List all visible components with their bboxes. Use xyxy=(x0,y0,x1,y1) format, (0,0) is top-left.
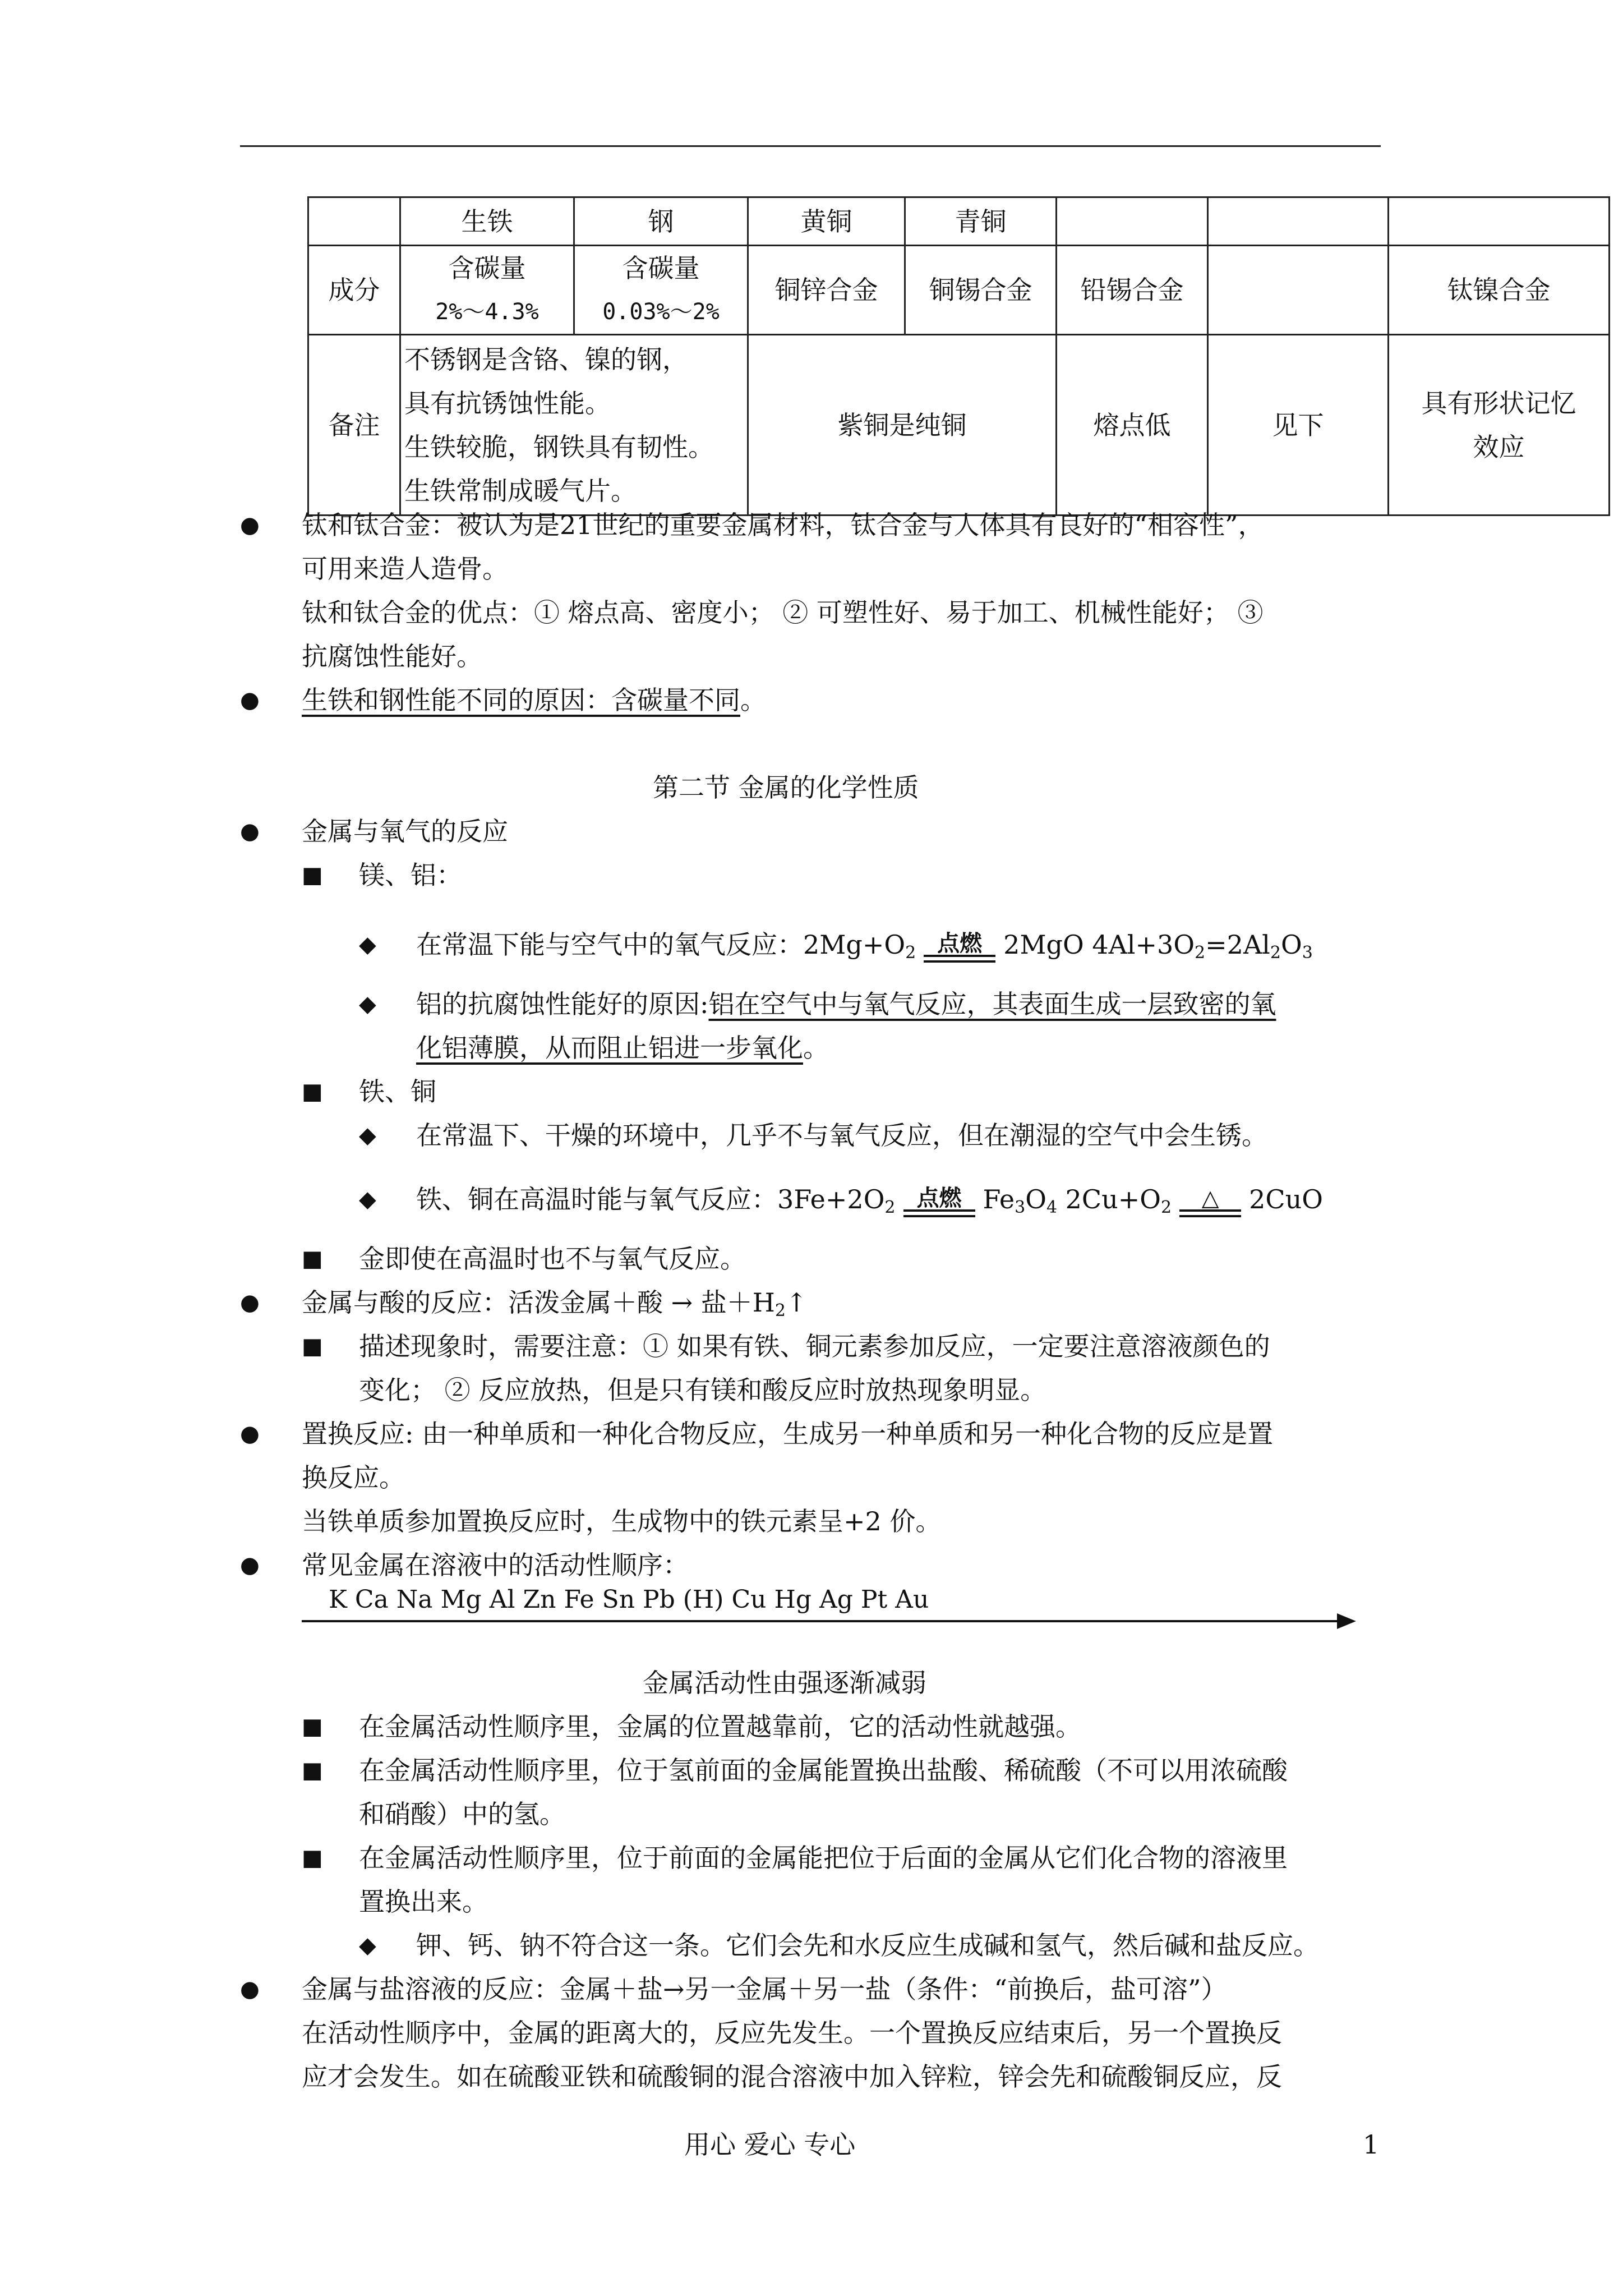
equation-text: 2MgO 4Al+3O xyxy=(1003,930,1195,960)
table-cell xyxy=(574,246,748,335)
punctuation: 。 xyxy=(740,685,766,715)
table-header-row xyxy=(308,197,1610,246)
cell-line: 含碳量 xyxy=(448,253,526,283)
equation-line xyxy=(416,923,1313,975)
table-cell: 钛镍合金 xyxy=(1389,246,1610,335)
bullet-diamond-icon: ◆ xyxy=(359,991,376,1017)
table-cell xyxy=(1389,335,1610,516)
cell-line: 含碳量 xyxy=(622,253,700,283)
arrow-right-icon xyxy=(1337,1613,1356,1629)
cell-line: 2%～4.3% xyxy=(435,299,539,325)
paragraph-line: 金属与氧气的反应 xyxy=(302,816,508,846)
subscript: 3 xyxy=(1302,943,1313,963)
page-number: 1 xyxy=(1363,2129,1380,2160)
table-cell xyxy=(400,246,574,335)
paragraph-line: 在金属活动性顺序里，金属的位置越靠前，它的活动性就越强。 xyxy=(359,1711,1081,1742)
bullet-square-icon: ■ xyxy=(302,1714,323,1740)
row-label: 成分 xyxy=(308,246,400,335)
cell-line: 具有形状记忆 xyxy=(1421,388,1576,418)
paragraph-line: 置换出来。 xyxy=(359,1887,488,1917)
table-cell xyxy=(308,197,400,246)
bullet-square-icon: ■ xyxy=(302,862,323,888)
activity-series: K Ca Na Mg Al Zn Fe Sn Pb (H) Cu Hg Ag Pt Au xyxy=(329,1585,929,1614)
subscript: 2 xyxy=(884,1198,896,1217)
bullet-diamond-icon: ◆ xyxy=(359,932,376,958)
underlined-text: 铝在空气中与氧气反应，其表面生成一层致密的氧 xyxy=(708,989,1276,1019)
paragraph-line xyxy=(302,678,766,722)
condition-sign xyxy=(903,1187,975,1230)
activity-arrow-line xyxy=(302,1620,1339,1622)
paragraph-line: 描述现象时，需要注意：① 如果有铁、铜元素参加反应，一定要注意溶液颜色的 xyxy=(359,1331,1270,1361)
table-cell: 熔点低 xyxy=(1057,335,1208,516)
paragraph-line: 金即使在高温时也不与氧气反应。 xyxy=(359,1244,746,1274)
series-caption: 金属活动性由强逐渐减弱 xyxy=(643,1668,926,1698)
condition-label: △ xyxy=(1201,1185,1219,1211)
text: 铝的抗腐蚀性能好的原因: xyxy=(416,989,709,1019)
condition-sign xyxy=(1179,1187,1241,1230)
condition-label: 点燃 xyxy=(916,1185,962,1211)
underlined-text: 化铝薄膜，从而阻止铝进一步氧化 xyxy=(416,1033,803,1063)
note-line: 不锈钢是含铬、镍的钢， xyxy=(404,344,688,375)
subscript: 4 xyxy=(1046,1198,1058,1217)
table-header-cell xyxy=(1057,197,1208,246)
bullet-diamond-icon: ◆ xyxy=(359,1932,376,1958)
cell-line: 0.03%～2% xyxy=(602,299,720,325)
note-line: 具有抗锈蚀性能。 xyxy=(404,388,611,418)
table-cell: 紫铜是纯铜 xyxy=(748,335,1057,516)
paragraph-line: 置换反应: 由一种单质和一种化合物反应，生成另一种单质和另一种化合物的反应是置 xyxy=(302,1419,1274,1449)
equation-line xyxy=(416,1177,1323,1230)
paragraph-line xyxy=(416,982,1276,1026)
subscript: 2 xyxy=(1161,1198,1172,1217)
subscript: 2 xyxy=(774,1301,786,1320)
bullet-dot-icon: ● xyxy=(240,818,260,844)
equation-text: 铁、铜在高温时能与氧气反应：3Fe+2O xyxy=(416,1184,885,1214)
bullet-dot-icon: ● xyxy=(240,1976,260,2002)
punctuation: 。 xyxy=(803,1033,829,1063)
subscript: 2 xyxy=(1270,943,1281,963)
paragraph-line: 抗腐蚀性能好。 xyxy=(302,641,482,671)
paragraph-line: 在活动性顺序中，金属的距离大的，反应先发生。一个置换反应结束后，另一个置换反 xyxy=(302,2018,1282,2048)
table-cell: 铜锡合金 xyxy=(905,246,1057,335)
paragraph-line: 在常温下、干燥的环境中，几乎不与氧气反应，但在潮湿的空气中会生锈。 xyxy=(416,1120,1267,1151)
section-title: 第二节 金属的化学性质 xyxy=(653,772,919,803)
paragraph-line: 应才会发生。如在硫酸亚铁和硫酸铜的混合溶液中加入锌粒，锌会先和硫酸铜反应，反 xyxy=(302,2062,1282,2092)
table-header-cell xyxy=(1389,197,1610,246)
subscript: 3 xyxy=(1015,1198,1026,1217)
footer-motto: 用心 爱心 专心 xyxy=(684,2129,856,2160)
paragraph-line: 钾、钙、钠不符合这一条。它们会先和水反应生成碱和氢气，然后碱和盐反应。 xyxy=(416,1930,1319,1961)
bullet-square-icon: ■ xyxy=(302,1333,323,1359)
table-cell: 铜锌合金 xyxy=(748,246,905,335)
table-header-cell: 黄铜 xyxy=(748,197,905,246)
paragraph-line xyxy=(416,1026,829,1070)
subscript: 2 xyxy=(905,943,916,963)
condition-label: 点燃 xyxy=(937,931,983,956)
equation-text: 在常温下能与空气中的氧气反应：2Mg+O xyxy=(416,930,906,960)
bullet-diamond-icon: ◆ xyxy=(359,1122,376,1148)
table-header-cell xyxy=(1208,197,1389,246)
paragraph-line: 金属与盐溶液的反应：金属＋盐→另一金属＋另一盐（条件：“前换后，盐可溶”） xyxy=(302,1974,1227,2004)
row-label: 备注 xyxy=(308,335,400,516)
bullet-dot-icon: ● xyxy=(240,1552,260,1578)
up-arrow-icon: ↑ xyxy=(786,1287,808,1318)
paragraph-line: 钛和钛合金的优点：① 熔点高、密度小； ② 可塑性好、易于加工、机械性能好； ③ xyxy=(302,597,1264,628)
equation-text: 2CuO xyxy=(1249,1184,1323,1214)
subscript: 2 xyxy=(1195,943,1206,963)
bullet-dot-icon: ● xyxy=(240,1421,260,1447)
paragraph-line: 钛和钛合金：被认为是21世纪的重要金属材料，钛合金与人体具有良好的“相容性”， xyxy=(302,510,1264,540)
equation-text: O xyxy=(1280,930,1302,960)
condition-sign xyxy=(924,932,995,975)
table-cell-notes xyxy=(400,335,748,516)
bullet-dot-icon: ● xyxy=(240,512,260,538)
equation-text: O xyxy=(1025,1184,1046,1214)
paragraph-line: 常见金属在溶液中的活动性顺序： xyxy=(302,1550,689,1580)
underlined-text: 生铁和钢性能不同的原因：含碳量不同 xyxy=(302,685,740,715)
equation-text: =2Al xyxy=(1205,930,1270,960)
table-row-composition xyxy=(308,246,1610,335)
bullet-diamond-icon: ◆ xyxy=(359,1186,376,1212)
bullet-square-icon: ■ xyxy=(302,1246,323,1272)
table-cell xyxy=(1208,246,1389,335)
paragraph-line: 镁、铝： xyxy=(359,860,462,890)
text: 金属与酸的反应：活泼金属＋酸 → 盐＋H xyxy=(302,1287,775,1318)
paragraph-line: 铁、铜 xyxy=(359,1076,436,1107)
table-row-notes xyxy=(308,335,1610,516)
paragraph-line: 变化； ② 反应放热，但是只有镁和酸反应时放热现象明显。 xyxy=(359,1375,1046,1405)
bullet-dot-icon: ● xyxy=(240,1290,260,1315)
paragraph-line: 在金属活动性顺序里，位于氢前面的金属能置换出盐酸、稀硫酸（不可以用浓硫酸 xyxy=(359,1755,1288,1786)
note-line: 生铁常制成暖气片。 xyxy=(404,475,637,506)
cell-line: 效应 xyxy=(1473,431,1525,462)
note-line: 生铁较脆，钢铁具有韧性。 xyxy=(404,431,714,462)
paragraph-line: 和硝酸）中的氢。 xyxy=(359,1799,565,1829)
alloy-table xyxy=(307,196,1610,516)
equation-text: 2Cu+O xyxy=(1057,1184,1161,1214)
paragraph-line: 换反应。 xyxy=(302,1462,405,1493)
header-rule xyxy=(240,145,1381,147)
paragraph-line: 可用来造人造骨。 xyxy=(302,554,508,584)
bullet-square-icon: ■ xyxy=(302,1757,323,1783)
paragraph-line: 在金属活动性顺序里，位于前面的金属能把位于后面的金属从它们化合物的溶液里 xyxy=(359,1843,1288,1873)
table-header-cell: 青铜 xyxy=(905,197,1057,246)
table-header-cell: 钢 xyxy=(574,197,748,246)
table-cell: 铅锡合金 xyxy=(1057,246,1208,335)
table-header-cell: 生铁 xyxy=(400,197,574,246)
bullet-dot-icon: ● xyxy=(240,687,260,713)
paragraph-line: 当铁单质参加置换反应时，生成物中的铁元素呈+2 价。 xyxy=(302,1506,942,1536)
table-cell: 见下 xyxy=(1208,335,1389,516)
bullet-square-icon: ■ xyxy=(302,1079,323,1105)
bullet-square-icon: ■ xyxy=(302,1845,323,1871)
equation-text: Fe xyxy=(983,1184,1015,1214)
